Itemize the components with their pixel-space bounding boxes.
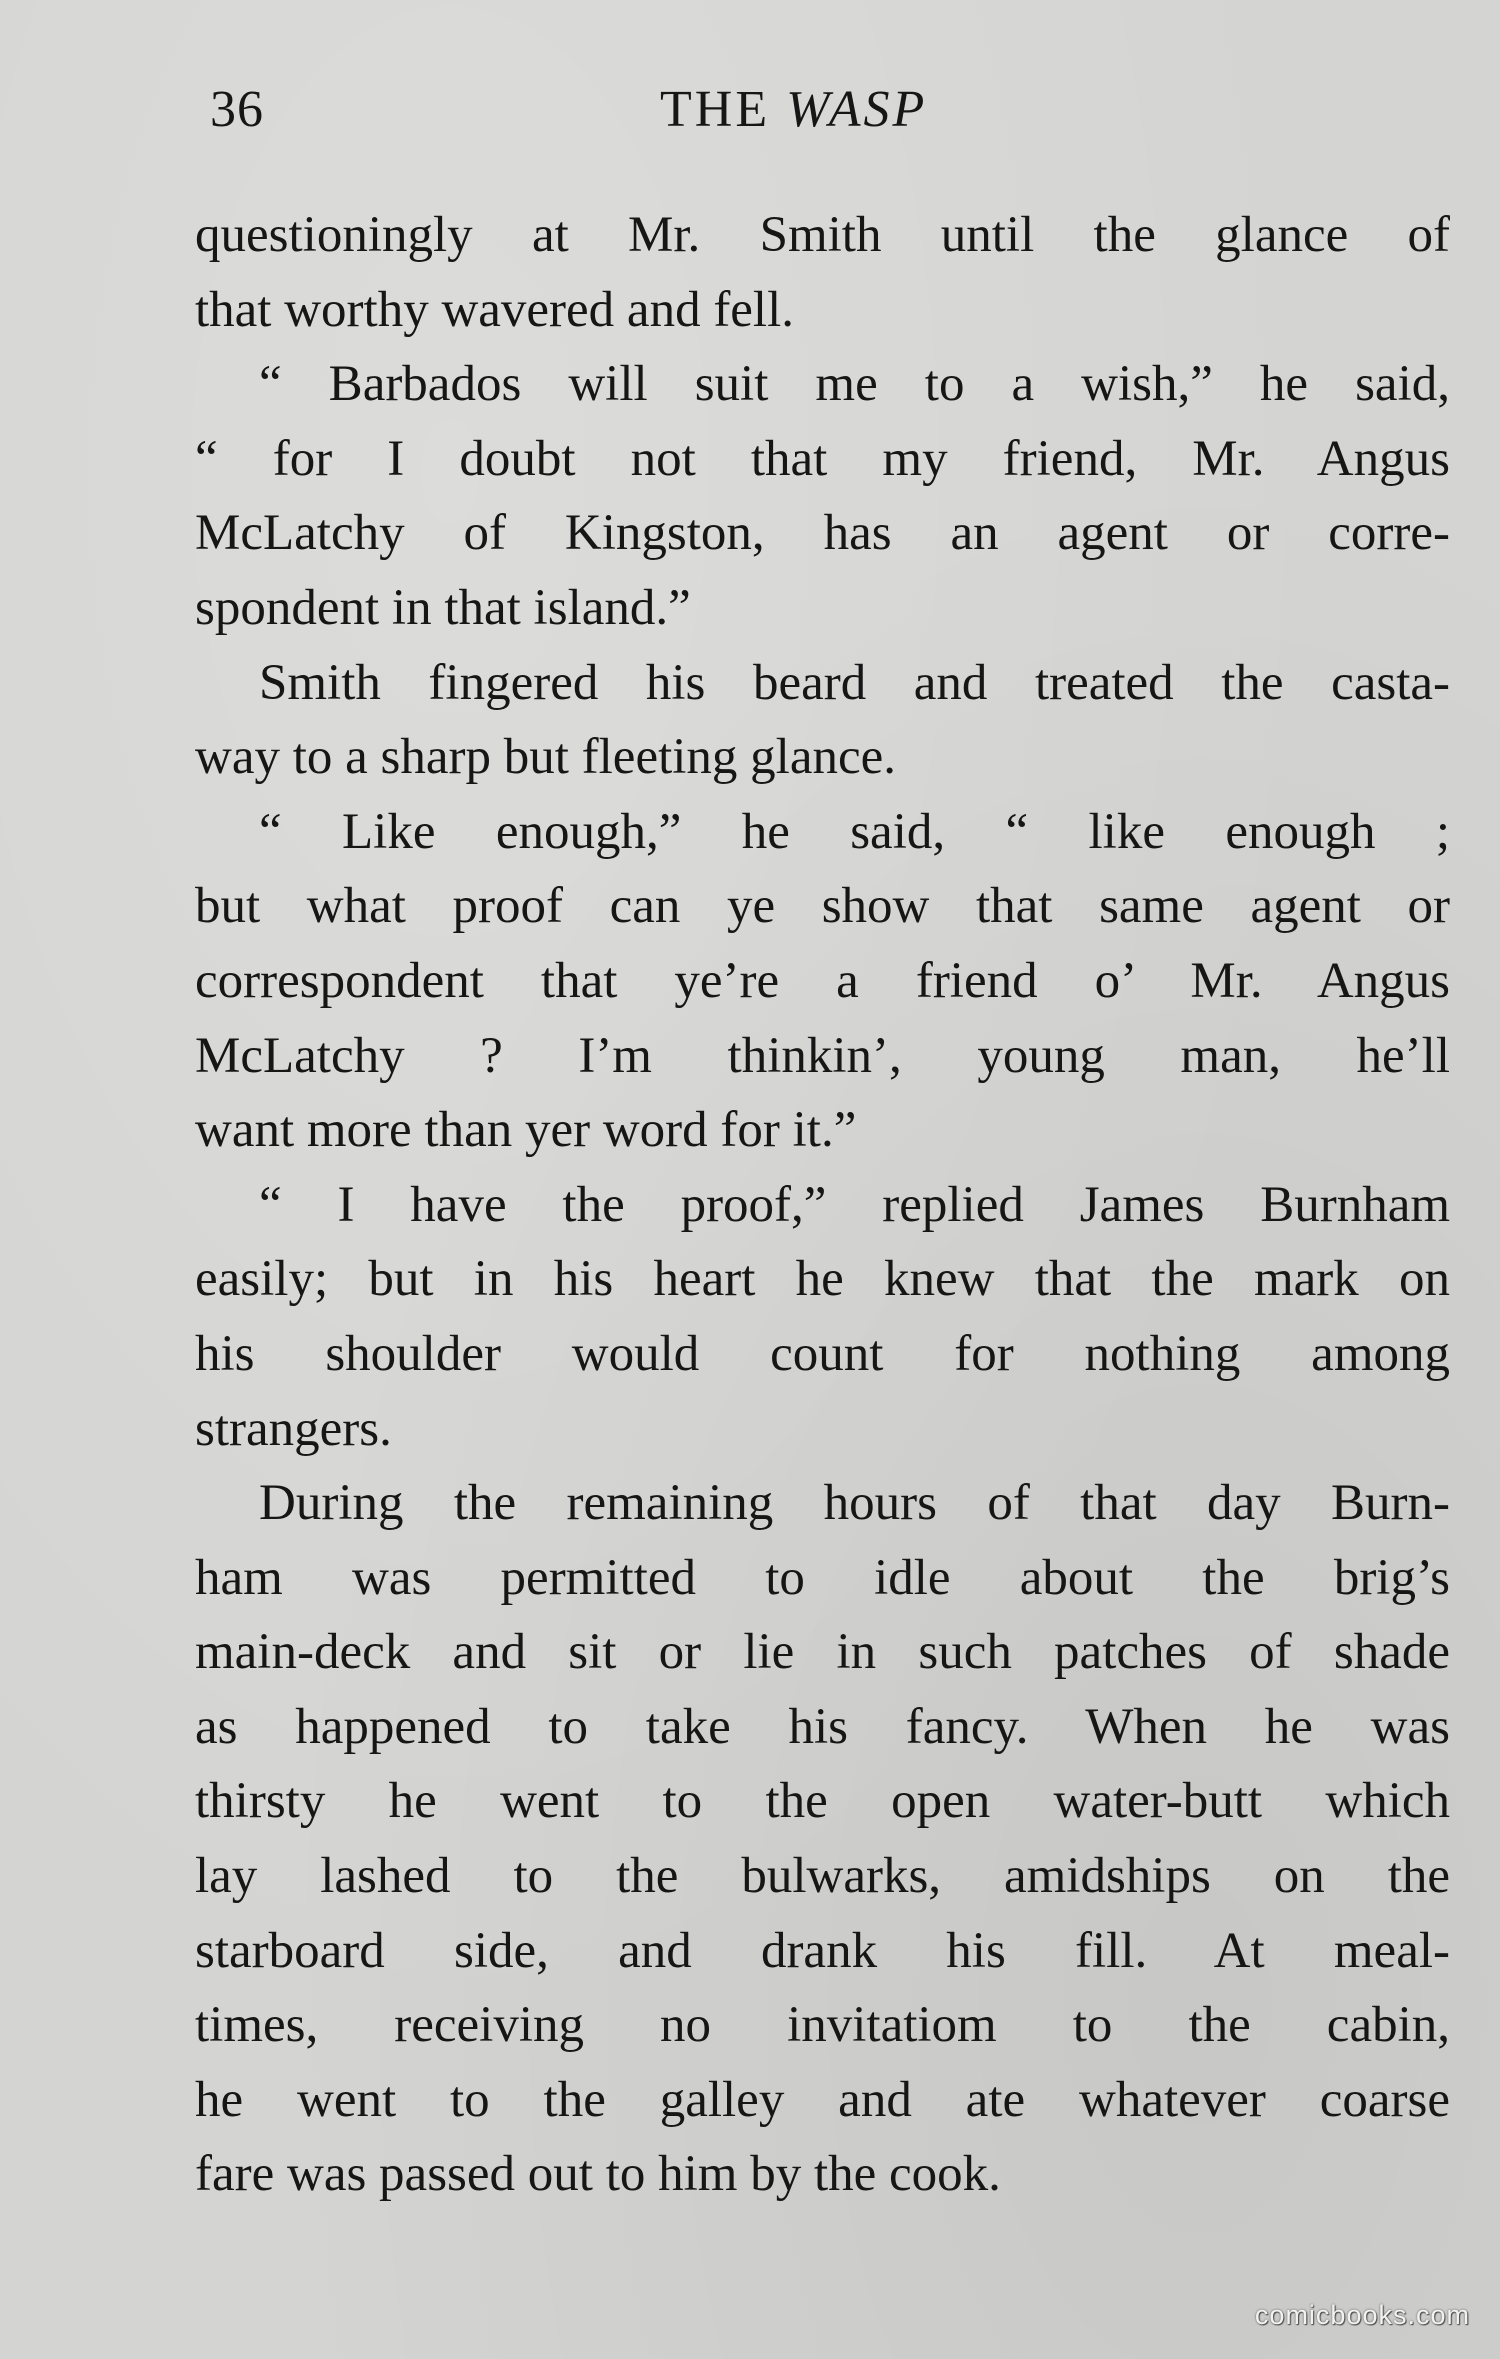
watermark: comicbooks.com: [1254, 2300, 1470, 2330]
text-line: as happened to take his fancy. When he was: [195, 1698, 1450, 1755]
body-text: [195, 198, 1450, 2212]
text-line: “ I have the proof,” replied James Burnham: [259, 1176, 1450, 1233]
text-line: strangers.: [195, 1400, 392, 1457]
text-line: questioningly at Mr. Smith until the glance of: [195, 207, 1450, 263]
book-title-italic: WASP: [786, 81, 928, 138]
text-line: McLatchy of Kingston, has an agent or corre-: [195, 505, 1450, 562]
text-line: fare was passed out to him by the cook.: [195, 2146, 1001, 2203]
text-line: starboard side, and drank his fill. At meal-: [195, 1922, 1450, 1979]
text-line: that worthy wavered and fell.: [195, 281, 795, 338]
text-line: ham was permitted to idle about the brig’s: [195, 1549, 1450, 1606]
text-line: times, receiving no invitatiom to the cabin,: [195, 1997, 1450, 2054]
text-line: “ for I doubt not that my friend, Mr. Angus: [195, 430, 1450, 487]
text-line: lay lashed to the bulwarks, amidships on the: [195, 1848, 1450, 1905]
running-head: [210, 80, 1450, 150]
text-line: way to a sharp but fleeting glance.: [195, 729, 897, 786]
text-line: “ Like enough,” he said, “ like enough ;: [259, 803, 1450, 860]
book-title: [660, 80, 927, 139]
page-number: 36: [210, 81, 264, 138]
text-line: Smith fingered his beard and treated the casta-: [259, 654, 1450, 711]
text-line: correspondent that ye’re a friend o’ Mr. Angus: [195, 952, 1450, 1009]
text-line: During the remaining hours of that day Burn-: [259, 1475, 1450, 1532]
text-line: but what proof can ye show that same agent or: [195, 878, 1450, 935]
text-line: spondent in that island.”: [195, 579, 691, 636]
text-line: thirsty he went to the open water-butt which: [195, 1773, 1450, 1830]
text-line: main-deck and sit or lie in such patches of shade: [195, 1624, 1450, 1681]
text-line: his shoulder would count for nothing among: [195, 1325, 1450, 1382]
text-line: McLatchy ? I’m thinkin’, young man, he’ll: [195, 1027, 1450, 1084]
text-line: “ Barbados will suit me to a wish,” he said,: [259, 356, 1450, 413]
text-line: easily; but in his heart he knew that the mark on: [195, 1251, 1450, 1308]
text-line: want more than yer word for it.”: [195, 1102, 857, 1159]
book-title-prefix: THE: [660, 81, 787, 138]
text-line: he went to the galley and ate whatever coarse: [195, 2071, 1450, 2128]
